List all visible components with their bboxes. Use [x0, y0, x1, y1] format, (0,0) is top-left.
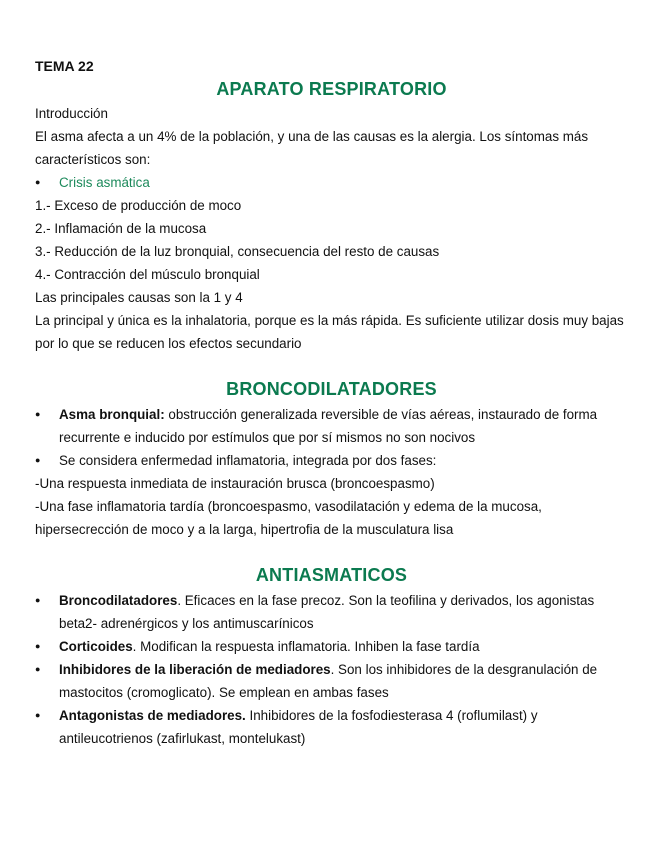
- bullet-enfermedad-inflamatoria: [35, 449, 628, 472]
- heading-antiasmaticos: ANTIASMATICOS: [255, 565, 408, 585]
- antiasmaticos-bullet-list: [35, 589, 628, 750]
- bullet-bold-term: Inhibidores de la liberación de mediadores: [59, 662, 331, 677]
- bullet-bold-term: Broncodilatadores: [59, 593, 178, 608]
- bullet-antagonistas-mediadores: [35, 704, 628, 750]
- bullet-text: Se considera enfermedad inflamatoria, integrada por dos fases:: [59, 453, 437, 468]
- bullet-text: . Son los inhibidores de la desgranulación de mastocitos (cromoglicato). Se emplean en ambas fases: [59, 662, 598, 700]
- phase-2-paragraph: -Una fase inflamatoria tardía (broncoespasmo, vasodilatación y edema de la mucosa, hipersecrección de moco y a la larga, hipertrofia de la musculatura lisa: [35, 499, 542, 537]
- bullet-text: Inhibidores de la fosfodiesterasa 4 (roflumilast) y antileucotrienos (zafirlukast, montelukast): [59, 708, 538, 746]
- bullet-text: . Modifican la respuesta inflamatoria. Inhiben la fase tardía: [132, 639, 480, 654]
- bullet-asma-bronquial: [35, 403, 628, 449]
- bullet-corticoides: [35, 635, 628, 658]
- numbered-item-2: 2.- Inflamación de la mucosa: [35, 221, 207, 236]
- broncodilatadores-bullet-list: [35, 403, 628, 472]
- numbered-item-1: 1.- Exceso de producción de moco: [35, 198, 242, 213]
- bullet-bold-term: Antagonistas de mediadores.: [59, 708, 246, 723]
- heading-aparato-respiratorio: APARATO RESPIRATORIO: [216, 79, 447, 99]
- tema-label: TEMA 22: [35, 58, 94, 74]
- heading-broncodilatadores: BRONCODILATADORES: [226, 379, 437, 399]
- bullet-bold-term: Corticoides: [59, 639, 133, 654]
- intro-paragraph: El asma afecta a un 4% de la población, y una de las causas es la alergia. Los síntomas más característicos son:: [35, 129, 589, 167]
- bullet-bold-term: Asma bronquial:: [59, 407, 165, 422]
- bullet-crisis-asmatica: ● Crisis asmática: [35, 171, 628, 194]
- bullet-text: obstrucción generalizada reversible de vías aéreas, instaurado de forma recurrente e inducido por estímulos que por sí mismos no son nocivos: [59, 407, 598, 445]
- bullet-inhibidores-liberacion: [35, 658, 628, 704]
- intro-label: Introducción: [35, 106, 108, 121]
- route-paragraph: La principal y única es la inhalatoria, porque es la más rápida. Es suficiente utilizar dosis muy bajas por lo que se reducen los efectos secundario: [35, 313, 624, 351]
- bullet-broncodilatadores: [35, 589, 628, 635]
- symptom-bullet-list: [35, 171, 628, 194]
- bullet-text: . Eficaces en la fase precoz. Son la teofilina y derivados, los agonistas beta2- adrenérgicos y los antimuscarínicos: [59, 593, 595, 631]
- phase-1-line: -Una respuesta inmediata de instauración brusca (broncoespasmo): [35, 476, 435, 491]
- causes-line: Las principales causas son la 1 y 4: [35, 290, 243, 305]
- numbered-item-3: 3.- Reducción de la luz bronquial, consecuencia del resto de causas: [35, 244, 440, 259]
- numbered-item-4: 4.- Contracción del músculo bronquial: [35, 267, 260, 282]
